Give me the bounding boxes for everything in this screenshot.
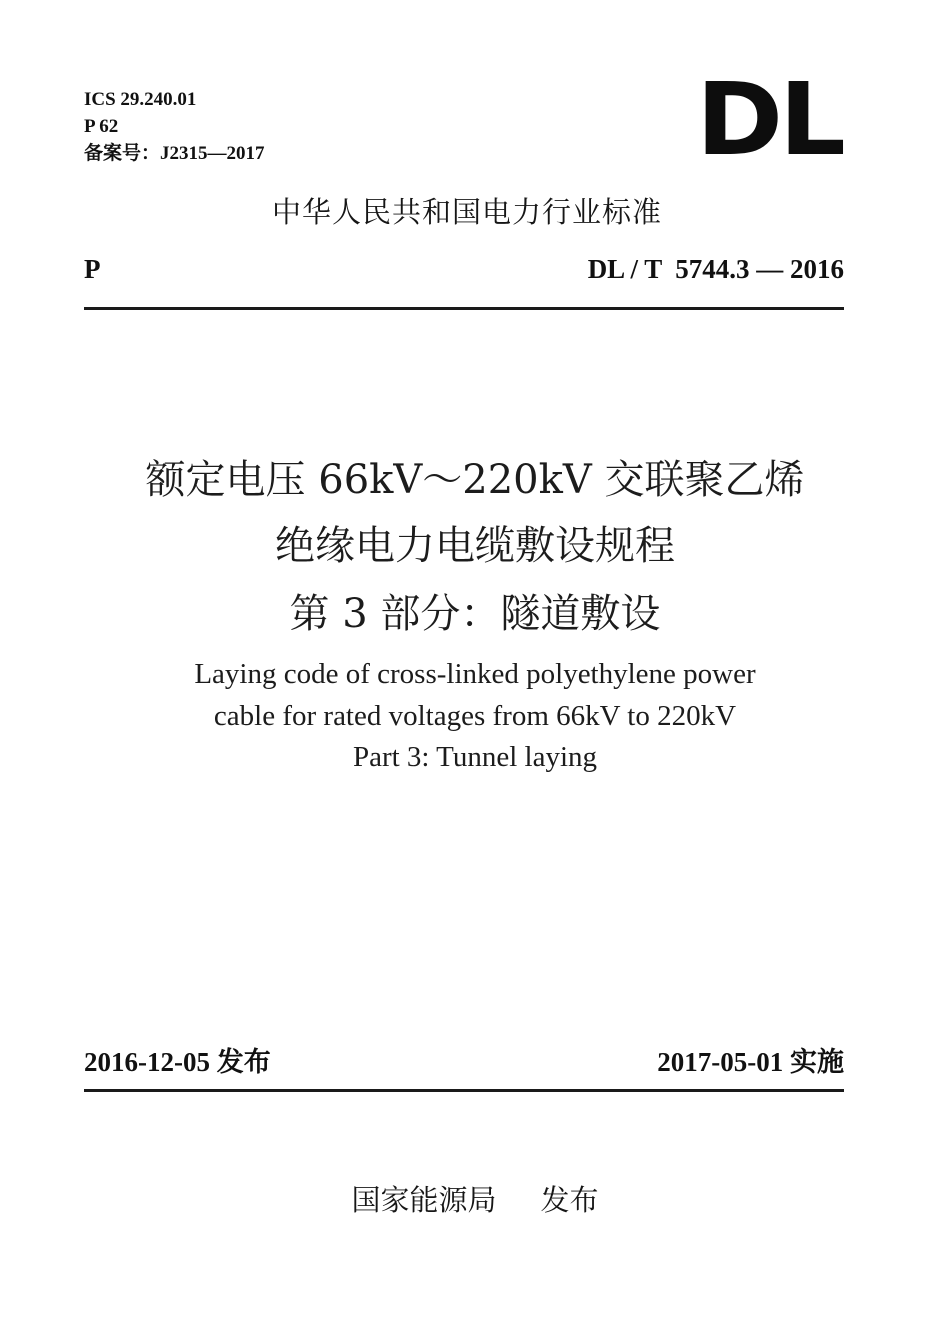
dl-logo: DL xyxy=(696,61,842,178)
title-en-line-1: Laying code of cross-linked polyethylene power xyxy=(194,658,756,690)
title-en-line-3: Part 3: Tunnel laying xyxy=(352,741,598,773)
title-cn-line-1: 额定电压 66kV～220kV 交联聚乙烯 xyxy=(145,457,805,503)
implementation-date: 2017-05-01 实施 xyxy=(657,1047,844,1077)
publisher-name: 国家能源局 xyxy=(351,1183,497,1217)
industry-standard-heading xyxy=(0,190,950,231)
footer-divider xyxy=(84,1089,844,1092)
industry-standard-text: 中华人民共和国电力行业标准 xyxy=(271,195,662,229)
title-cn-line-3: 第 3 部分：隧道敷设 xyxy=(289,591,661,637)
publisher-action: 发布 xyxy=(540,1183,599,1217)
standard-metadata xyxy=(84,86,265,167)
category-code: P 62 xyxy=(84,116,119,137)
standard-number: DL / T 5744.3 — 2016 xyxy=(587,254,844,284)
title-cn-line-2: 绝缘电力电缆敷设规程 xyxy=(275,523,675,569)
publisher-line xyxy=(0,1178,950,1219)
header-divider xyxy=(84,307,844,310)
title-en-line-2: cable for rated voltages from 66kV to 220kV xyxy=(213,700,737,732)
category-letter: P xyxy=(84,254,101,284)
ics-code: ICS 29.240.01 xyxy=(84,89,197,110)
filing-number: 备案号：J2315—2017 xyxy=(84,143,265,164)
issue-date: 2016-12-05 发布 xyxy=(84,1047,271,1077)
